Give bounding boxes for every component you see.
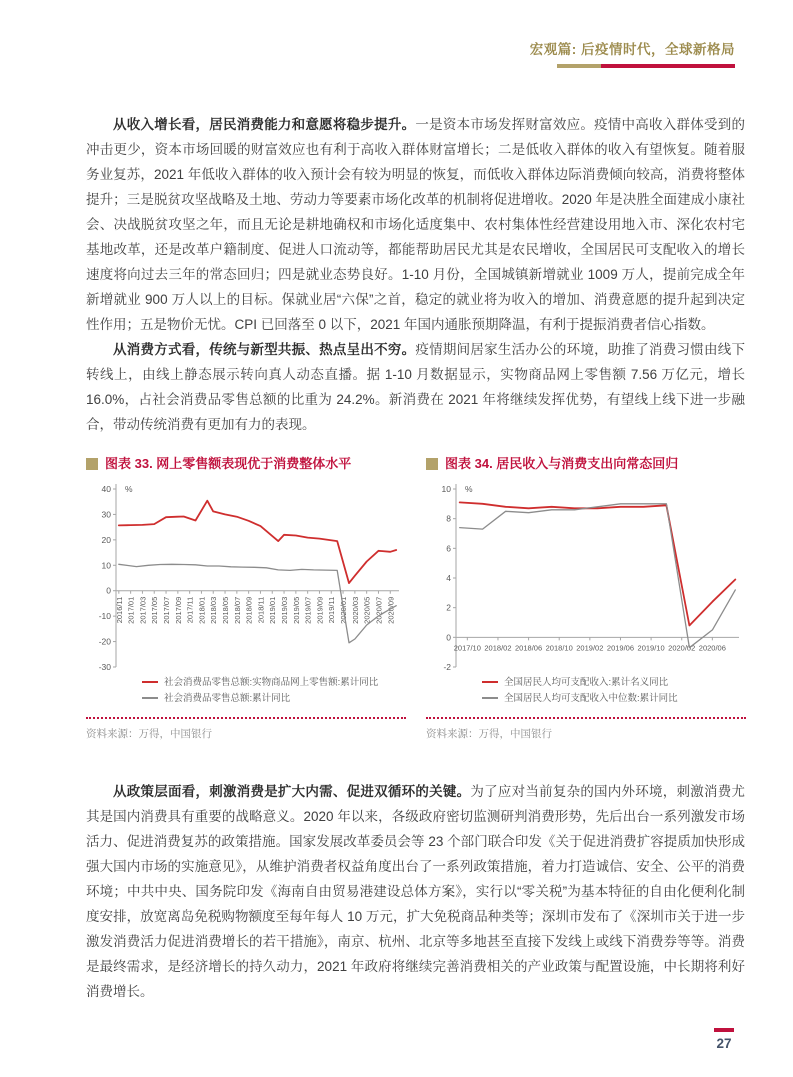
svg-text:%: % — [125, 484, 133, 494]
svg-text:40: 40 — [101, 484, 111, 494]
figure-bullet-icon — [426, 458, 438, 470]
svg-text:0: 0 — [106, 585, 111, 596]
svg-text:2018/10: 2018/10 — [545, 643, 573, 653]
svg-text:20: 20 — [101, 534, 111, 545]
figure-bullet-icon — [86, 458, 98, 470]
legend-item — [426, 691, 746, 707]
figure-33-title-row — [86, 455, 406, 473]
svg-text:8: 8 — [446, 513, 451, 524]
svg-text:2020/05: 2020/05 — [362, 596, 372, 624]
svg-text:2020/07: 2020/07 — [374, 596, 384, 624]
legend-label: 社会消费品零售总额:实物商品网上零售额:累计同比 — [164, 677, 379, 688]
figure-33 — [86, 455, 406, 741]
svg-text:2019/02: 2019/02 — [576, 643, 604, 653]
svg-text:2019/09: 2019/09 — [315, 596, 325, 624]
paragraph-income-growth — [86, 112, 745, 337]
svg-text:2017/07: 2017/07 — [162, 596, 172, 624]
paragraph-text: 疫情期间居家生活办公的环境，助推了消费习惯由线下转线上，由线上静态展示转向真人动态直播。据 1-10 月数据显示，实物商品网上零售额 7.56 万亿元，增长 16.0%，占社会消费品零售总额的比重为 24.2%。新消费在 2021 年将继续发挥优势，有望线上线下进一步融合，带动传统消费有更加有力的表现。 — [86, 342, 746, 432]
svg-text:0: 0 — [446, 632, 451, 643]
figure-34 — [426, 455, 746, 741]
figure-33-line-chart — [86, 477, 406, 673]
paragraph-lead: 从收入增长看，居民消费能力和意愿将稳步提升。 — [113, 117, 416, 132]
svg-text:2020/06: 2020/06 — [698, 643, 726, 653]
svg-text:2019/01: 2019/01 — [268, 596, 278, 624]
svg-text:2018/07: 2018/07 — [232, 596, 242, 624]
svg-text:4: 4 — [446, 573, 451, 583]
legend-dash-icon — [142, 681, 158, 683]
svg-text:2018/02: 2018/02 — [484, 643, 512, 653]
paragraph-text: 为了应对当前复杂的国内外环境，刺激消费尤其是国内消费具有重要的战略意义。2020 年以来，各级政府密切监测研判消费形势，先后出台一系列激发市场活力、促进消费复苏的政策措施。国家发展改革委员会等 23 个部门联合印发《关于促进消费扩容提质加快形成强大国内市场的实施意见》，从维护消费者权益角度出台了一系列政策措施，着力打造诚信、安全、公平的消费环境；中共中央、国务院印发《海南自由贸易港建设总体方案》，实行以“零关税”为基本特征的自由化便利化制度安排，放宽离岛免税购物额度至每年每人 10 万元，扩大免税商品种类等；深圳市发布了《深圳市关于进一步激发消费活力促进消费增长的若干措施》，南京、杭州、北京等多地甚至直接下发线上或线下消费券等等。消费是最终需求，是经济增长的持久动力，2021 年政府将继续完善消费相关的产业政策与配置设施，中长期将利好消费增长。 — [86, 784, 746, 999]
svg-text:10: 10 — [441, 484, 451, 494]
figure-34-legend — [426, 675, 746, 707]
legend-dash-icon — [482, 681, 498, 683]
svg-text:-10: -10 — [98, 611, 111, 622]
svg-text:2020/02: 2020/02 — [668, 643, 696, 653]
svg-text:2019/07: 2019/07 — [303, 596, 313, 624]
figure-34-source: 资料来源：万得，中国银行 — [426, 728, 552, 740]
svg-text:2017/05: 2017/05 — [150, 596, 160, 624]
svg-text:2018/11: 2018/11 — [256, 596, 266, 624]
svg-text:2019/05: 2019/05 — [291, 596, 301, 624]
svg-text:10: 10 — [101, 560, 111, 571]
page-footer — [709, 1028, 739, 1051]
page-number: 27 — [716, 1036, 732, 1051]
svg-text:2018/09: 2018/09 — [244, 596, 254, 624]
svg-text:2020/01: 2020/01 — [339, 596, 349, 624]
svg-text:2017/11: 2017/11 — [185, 596, 195, 624]
figure-34-title: 图表 34. 居民收入与消费支出向常态回归 — [445, 456, 679, 471]
svg-text:2019/06: 2019/06 — [606, 643, 635, 653]
header-rule-gold-segment — [557, 64, 601, 68]
page-number-rule — [714, 1028, 734, 1032]
figure-row — [86, 455, 745, 741]
figure-33-source: 资料来源：万得，中国银行 — [86, 728, 212, 740]
svg-text:2018/06: 2018/06 — [515, 643, 543, 653]
svg-text:2017/10: 2017/10 — [453, 643, 481, 653]
dotted-separator — [86, 717, 406, 719]
svg-text:2019/11: 2019/11 — [327, 596, 337, 624]
figure-33-title: 图表 33. 网上零售额表现优于消费整体水平 — [105, 456, 352, 471]
svg-text:-2: -2 — [443, 662, 451, 672]
paragraph-consumption-mode — [86, 337, 745, 437]
figure-34-title-row — [426, 455, 746, 473]
svg-text:2020/03: 2020/03 — [350, 596, 360, 624]
figure-33-legend — [86, 675, 406, 707]
svg-text:2016/11: 2016/11 — [114, 596, 124, 624]
svg-text:30: 30 — [101, 509, 111, 520]
legend-label: 全国居民人均可支配收入:累计名义同比 — [504, 677, 669, 688]
svg-text:2019/03: 2019/03 — [280, 596, 290, 624]
page-body — [86, 112, 745, 1004]
svg-text:2018/01: 2018/01 — [197, 596, 207, 624]
svg-text:2017/09: 2017/09 — [173, 596, 183, 624]
header-rule-red-segment — [601, 64, 735, 68]
legend-item — [86, 675, 406, 691]
legend-label: 社会消费品零售总额:累计同比 — [164, 693, 291, 704]
legend-dash-icon — [142, 697, 158, 699]
legend-item — [86, 691, 406, 707]
svg-text:2020/09: 2020/09 — [386, 596, 396, 624]
paragraph-policy — [86, 779, 745, 1004]
svg-text:2018/05: 2018/05 — [221, 596, 231, 624]
paragraph-text: 一是资本市场发挥财富效应。疫情中高收入群体受到的冲击更少，资本市场回暖的财富效应也有利于高收入群体财富增长；二是低收入群体的收入有望恢复。随着服务业复苏，2021 年低收入群体的收入预计会有较为明显的恢复，而低收入群体边际消费倾向较高，消费将整体提升；三是脱贫攻坚战略及土地、劳动力等要素市场化改革的机制将促进增收。2020 年是决胜全面建成小康社会、决战脱贫攻坚之年，而且无论是耕地确权和市场化适度集中、农村集体性经营建设用地入市、深化农村宅基地改革，还是改革户籍制度、促进人口流动等，都能帮助居民尤其是农民增收，全国居民可支配收入的增长速度将向过去三年的常态回归；四是就业态势良好。1-10 月份，全国城镇新增就业 1009 万人，提前完成全年新增就业 900 万人以上的目标。保就业居“六保”之首，稳定的就业将为收入的增加、消费意愿的提升起到决定性作用；五是物价无忧。CPI 已回落至 0 以下，2021 年国内通胀预期降温，有利于提振消费者信心指数。 — [86, 117, 746, 332]
svg-text:-20: -20 — [98, 636, 111, 647]
paragraph-lead: 从政策层面看，刺激消费是扩大内需、促进双循环的关键。 — [113, 784, 471, 799]
section-title: 宏观篇: 后疫情时代，全球新格局 — [529, 42, 735, 57]
legend-item — [426, 675, 746, 691]
svg-text:%: % — [465, 484, 473, 494]
header-rule — [557, 64, 735, 68]
svg-text:2017/03: 2017/03 — [138, 596, 148, 624]
svg-text:2: 2 — [446, 602, 451, 613]
svg-text:2019/10: 2019/10 — [637, 643, 665, 653]
legend-dash-icon — [482, 697, 498, 699]
dotted-separator — [426, 717, 746, 719]
figure-34-line-chart — [426, 477, 746, 673]
svg-text:2017/01: 2017/01 — [126, 596, 136, 624]
page-header — [530, 38, 735, 68]
paragraph-lead: 从消费方式看，传统与新型共振、热点呈出不穷。 — [113, 342, 416, 357]
svg-text:-30: -30 — [98, 662, 111, 672]
svg-text:6: 6 — [446, 543, 451, 554]
svg-text:2018/03: 2018/03 — [209, 596, 219, 624]
legend-label: 全国居民人均可支配收入中位数:累计同比 — [504, 693, 678, 704]
